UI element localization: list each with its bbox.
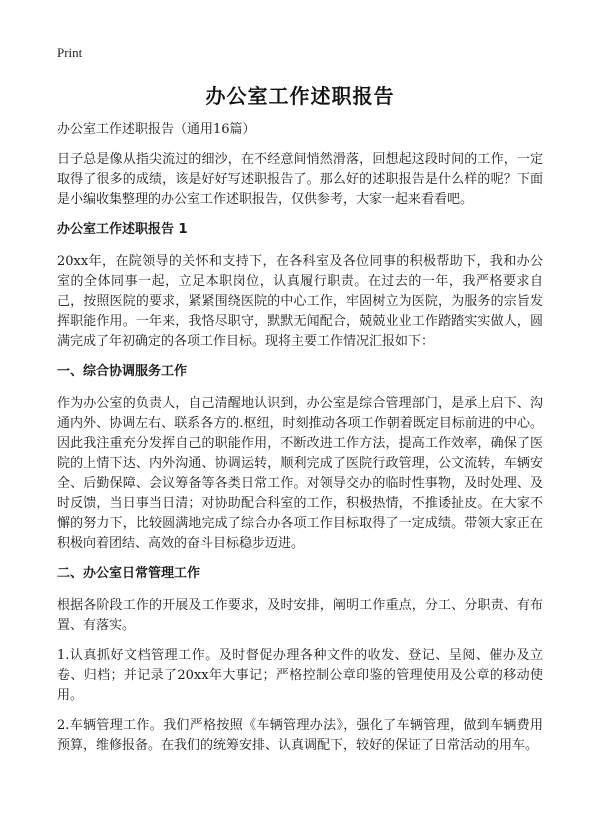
report-1-heading: 办公室工作述职报告 1 [57, 222, 188, 237]
section-1-paragraph: 作为办公室的负责人，自己清醒地认识到，办公室是综合管理部门，是承上启下、沟通内外、协调左右、联系各方的.枢纽，时刻推动各项工作朝着既定目标前进的中心。因此我注重充分发挥自己的职能作用，不断改进工作方法，提高工作效率，确保了医院的上情下达、内外沟通、协调运转，顺利完成了医院行政管理，公文流转，车辆安全、后勤保障、会议筹备等各类日常工作。对领导交办的临时性事物，及时处理、及时反馈，当日事当日清；对协助配合科室的工作，积极热情，不推诿扯皮。在大家不懈的努力下，比较圆满地完成了综合办各项工作目标取得了一定成绩。带领大家正在积极向着团结、高效的奋斗目标稳步迈进。 [57, 396, 543, 551]
list-item-1: 1.认真抓好文档管理工作。及时督促办理各种文件的收发、登记、呈阅、催办及立卷、归档；并记录了20xx年大事记；严格控制公章印鉴的管理使用及公章的移动使用。 [57, 648, 543, 703]
page-title: 办公室工作述职报告 [205, 84, 395, 108]
list-item-2: 2.车辆管理工作。我们严格按照《车辆管理办法》，强化了车辆管理，做到车辆费用预算，维修报备。在我们的统筹安排、认真调配下，较好的保证了日常活动的用车。 [57, 718, 543, 753]
document-body [57, 120, 543, 766]
intro-paragraph: 日子总是像从指尖流过的细沙，在不经意间悄然滑落，回想起这段时间的工作，一定取得了很多的成绩，该是好好写述职报告了。那么好的述职报告是什么样的呢？下面是小编收集整理的办公室工作述职报告，仅供参考，大家一起来看看吧。 [57, 152, 543, 207]
section-2-intro-paragraph: 根据各阶段工作的开展及工作要求，及时安排，阐明工作重点，分工、分职责、有布置、有落实。 [57, 598, 543, 633]
section-2-heading: 二、办公室日常管理工作 [57, 566, 201, 581]
print-link[interactable]: Print [57, 45, 83, 60]
document-subtitle: 办公室工作述职报告（通用16篇） [57, 122, 256, 137]
section-1-heading: 一、综合协调服务工作 [57, 364, 188, 379]
report-1-intro-paragraph: 20xx年，在院领导的关怀和支持下，在各科室及各位同事的积极帮助下，我和办公室的全体同事一起，立足本职岗位，认真履行职责。在过去的一年，我严格要求自己，按照医院的要求，紧紧围绕医院的中心工作，牢固树立为医院，为服务的宗旨发挥职能作用。一年来，我恪尽职守，默默无闻配合，兢兢业业工作踏踏实实做人，圆满完成了年初确定的各项工作目标。现将主要工作情况汇报如下： [57, 254, 543, 349]
